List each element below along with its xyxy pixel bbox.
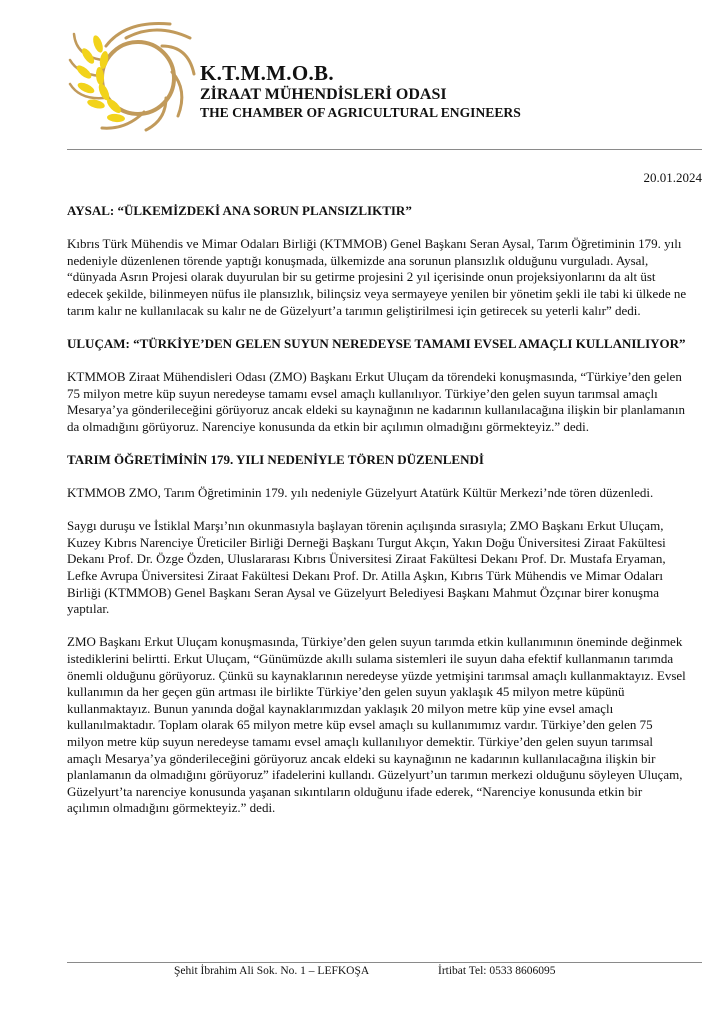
organization-header bbox=[200, 62, 521, 121]
paragraph: ZMO Başkanı Erkut Uluçam konuşmasında, Türkiye’den gelen suyun tarımda etkin kullanımının öneminde değinmek istediklerini belirtti. Erkut Uluçam, “Günümüzde akıllı sulama sistemleri ile suyun daha efektif kullanmanın tarımda önemli olduğunu görüyoruz. Çünkü su kaynaklarının neredeyse yüzde yetmişini tarımsal amaçlı kullanmaktayız. Evsel kullanımın da her geçen gün artması ile birlikte Türkiye’den gelen suyun yaklaşık 45 milyon metre küpünü kullanmaktayız. Bunun yanında doğal kaynaklarımızdan yaklaşık 20 milyon metre küp yine evsel amaçlı kullanılmaktadır. Toplam olarak 65 milyon metre küp evsel amaçlı su kullanımımız vardır. Türkiye’den gelen 75 milyon metre küp suyun neredeyse tamamı evsel amaçlı kullanılıyor demektir. Türkiye’den gelen suyun tarımsal amaçlı Mesarya’ya gönderileceğini görüyoruz ancak eldeki su kaynağının ne kadarının kullanılacağına ilişkin bir planlamanın da olmadığını görüyoruz” ifadelerini kullandı. Güzelyurt’un tarımın merkezi olduğunu söyleyen Uluçam, Güzelyurt’ta narenciye konusunda yaşanan sıkıntıların olduğunu ifade ederek, “Narenciye konusunda etkin bir açılımın olmadığını görmekteyiz.” dedi. bbox=[67, 634, 686, 816]
document-body bbox=[67, 203, 687, 834]
paragraph: KTMMOB Ziraat Mühendisleri Odası (ZMO) Başkanı Erkut Uluçam da törendeki konuşmasında, “Türkiye’den gelen 75 milyon metre küp suyun neredeyse tamamı evsel amaçlı kullanılıyor. Türkiye’den gelen suyun tarımsal amaçlı Mesarya’ya gönderileceğini görüyoruz ancak eldeki su kaynağının ne kadarının kullanılacağına ilişkin bir planlamanın da olmadığını görüyoruz. Narenciye konusunda da etkin bir açılımın olmadığını görmekteyiz.” dedi. bbox=[67, 368, 686, 434]
paragraph: KTMMOB ZMO, Tarım Öğretiminin 179. yılı nedeniyle Güzelyurt Atatürk Kültür Merkezi’nde tören düzenledi. bbox=[67, 485, 654, 501]
paragraph: Kıbrıs Türk Mühendis ve Mimar Odaları Birliği (KTMMOB) Genel Başkanı Seran Aysal, Tarım Öğretiminin 179. yılı nedeniyle düzenlenen törende yaptığı konuşmada, ülkemizde ana sorunun plansızlık olduğunu vurguladı. Aysal, “dünyada Asrın Projesi olarak duyurulan bir su getirme projesini 2 yıl içerisinde onun projeksiyonlarını da alt üst edecek şekilde, bilinmeyen nüfus ile plansızlık, bilinçsiz veya sermayeye yenilen bir yönetim şekli ile tabi ki ülkede ne tarım kalır ne kullanılacak su kalır ne de Güzelyurt’a tarımın geliştirilmesi için getirecek su yeterli kalır” dedi. bbox=[67, 236, 687, 318]
organization-abbreviation: K.T.M.M.O.B. bbox=[200, 61, 334, 85]
organization-name-tr: ZİRAAT MÜHENDİSLERİ ODASI bbox=[200, 86, 447, 103]
document-date: 20.01.2024 bbox=[643, 170, 702, 185]
paragraph: Saygı duruşu ve İstiklal Marşı’nın okunmasıyla başlayan törenin açılışında sırasıyla; ZMO Başkanı Erkut Uluçam, Kuzey Kıbrıs Narenciye Üreticiler Birliği Derneği Başkanı Turgut Akçın, Yakın Doğu Üniversitesi Ziraat Fakültesi Dekanı Prof. Dr. Özge Özden, Uluslararası Kıbrıs Üniversitesi Ziraat Fakültesi Dekanı Prof. Dr. Mustafa Eryaman, Lefke Avrupa Üniversitesi Ziraat Fakültesi Dekanı Prof. Dr. Atilla Aşkın, Kıbrıs Türk Mühendis ve Mimar Odaları Birliği (KTMMOB) Genel Başkanı Seran Aysal ve Güzelyurt Belediyesi Başkanı Mahmut Özçınar birer konuşma yaptılar. bbox=[67, 518, 666, 617]
header-divider bbox=[67, 149, 702, 150]
section-heading: ULUÇAM: “TÜRKİYE’DEN GELEN SUYUN NEREDEYSE TAMAMI EVSEL AMAÇLI KULLANILIYOR” bbox=[67, 335, 686, 351]
section-heading: AYSAL: “ÜLKEMİZDEKİ ANA SORUN PLANSIZLIKTIR” bbox=[67, 203, 412, 218]
footer-address: Şehit İbrahim Ali Sok. No. 1 – LEFKOŞA bbox=[174, 965, 370, 977]
footer-divider bbox=[67, 962, 702, 963]
wheat-wreath-logo-icon bbox=[66, 16, 198, 134]
organization-name-en: THE CHAMBER OF AGRICULTURAL ENGINEERS bbox=[200, 105, 521, 120]
wheat-wreath-logo bbox=[66, 16, 198, 134]
section-heading: TARIM ÖĞRETİMİNİN 179. YILI NEDENİYLE TÖREN DÜZENLENDİ bbox=[67, 451, 484, 467]
footer-contact: İrtibat Tel: 0533 8606095 bbox=[438, 965, 556, 977]
